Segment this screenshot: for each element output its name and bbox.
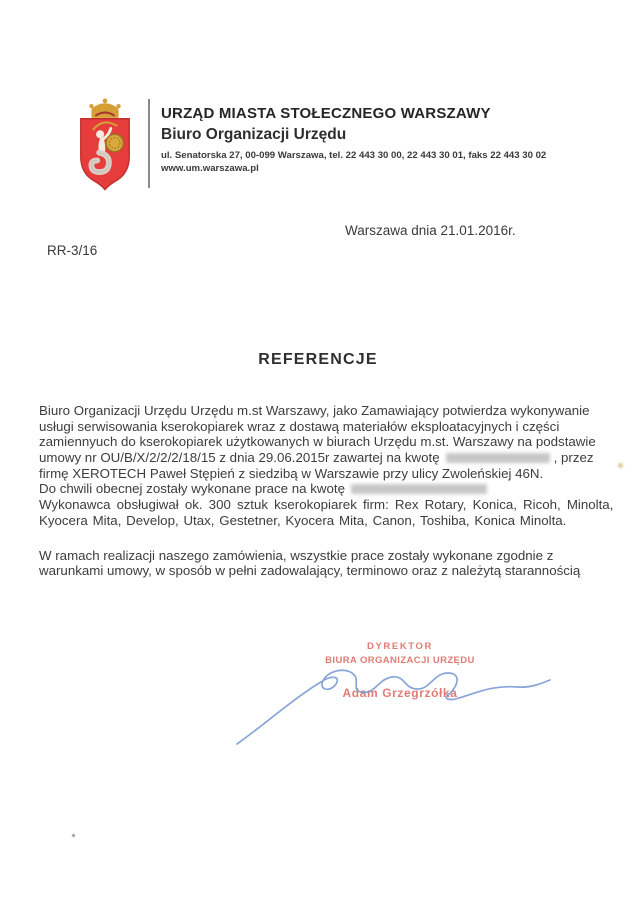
body-line-3: zamiennyuch do kserokopiarek użytkowanych w biurach Urzędu m.st. Warszawy na podstawie [39,434,596,450]
dateline: Warszawa dnia 21.01.2016r. [345,223,516,238]
handwritten-signature [225,652,555,747]
website-url: www.um.warszawa.pl [161,163,259,174]
paragraph-gap [39,529,614,548]
scan-dot-artifact [72,834,75,837]
body-line-8: Kyocera Mita, Develop, Utax, Gestetner, Kyocera Mita, Canon, Toshiba, Konica Minolta. [39,512,567,528]
body-line-10: warunkami umowy, w sposób w pełni zadowalający, terminowo oraz z należytą starannością [39,563,581,579]
redacted-work-amount [351,484,487,494]
body-line-1: Biuro Organizacji Urzędu Urzędu m.st Warszawy, jako Zamawiający potwierdza wykonywanie [39,403,590,418]
office-name: Biuro Organizacji Urzędu [161,126,347,143]
org-name: URZĄD MIASTA STOŁECZNEGO WARSZAWY [161,105,491,122]
reference-number: RR-3/16 [47,243,98,258]
body-line-6 [39,481,614,497]
stamp-office: BIURA ORGANIZACJI URZĘDU [325,655,475,666]
body-line-9: W ramach realizacji naszego zamówienia, wszystkie prace zostały wykonane zgodnie z [39,547,554,563]
body-line-7: Wykonawca obsługiwał ok. 300 sztuk kserokopiarek firm: Rex Rotary, Konica, Ricoh, Minolta, [39,497,614,513]
contract-amount-prefix: umowy nr OU/B/X/2/2/2/18/15 z dnia 29.06.2015r zawartej na kwotę [39,450,440,466]
warsaw-coat-of-arms-logo [74,93,136,193]
body-line-2: usługi serwisowania kserokopiarek wraz z dostawą materiałów eksploatacyjnych i części [39,418,560,434]
address-line: ul. Senatorska 27, 00-099 Warszawa, tel. 22 443 30 00, 22 443 30 01, faks 22 443 30 02 [161,150,547,161]
stamp-title: DYREKTOR [367,641,433,652]
redacted-contract-amount [446,453,550,463]
scan-speck-artifact [618,463,623,468]
contract-amount-suffix: , przez [553,450,594,466]
signer-name: Adam Grzegrzółka [342,686,458,700]
body-line-5: firmę XEROTECH Paweł Stępień z siedzibą w Warszawie przy ulicy Zwoleńskiej 46N. [39,465,544,481]
letter-body [39,403,614,579]
letter-title: REFERENCJE [258,351,378,368]
coat-of-arms-icon [74,93,136,193]
letterhead-divider [148,99,150,188]
body-line-4 [39,450,614,466]
work-amount-prefix: Do chwili obecnej zostały wykonane prace na kwotę [39,481,345,497]
